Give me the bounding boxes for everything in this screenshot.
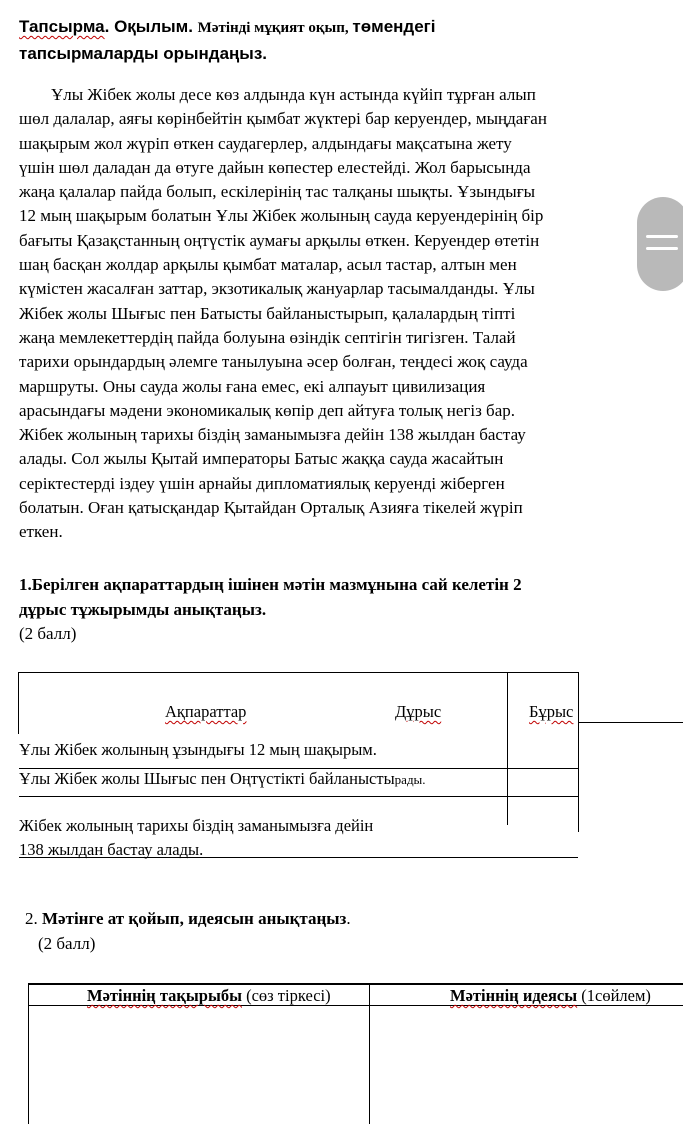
passage-line: еткен. (19, 522, 63, 542)
reading-passage (19, 83, 619, 545)
passage-line: Ұлы Жібек жолы десе көз алдында күн астында күйіп тұрған алып (51, 85, 536, 104)
passage-line: шөл далалар, аяғы көрінбейтін қымбат жүктері бар керуендер, мыңдаған (19, 109, 547, 129)
statement-3-line-1: Жібек жолының тарихы біздің заманымызға дейін (19, 816, 374, 835)
task-heading (19, 14, 579, 66)
question-2-number: 2. (25, 909, 42, 928)
instruction-big-1: төмендегі (352, 17, 436, 36)
passage-line: үшін шөл даладан да өтуге дайын көпестер елестейді. Жол барысында (19, 157, 531, 177)
statement-2: Ұлы Жібек жолы Шығыс пен Оңтүстікті байланыстырады. (19, 769, 426, 788)
table2-top-border (28, 983, 683, 985)
question-1-line-2: дұрыс тұжырымды анықтаңыз. (19, 599, 267, 619)
passage-line: болатын. Оған қатысқандар Қытайдан Орталық Азияға тікелей жүріп (19, 498, 523, 518)
question-1-line-1: 1.Берілген ақпараттардың ішінен мәтін мазмұнына сай келетін 2 (19, 575, 522, 594)
passage-line: алады. Сол жылы Қытай императоры Батыс жаққа сауда жасайтын (19, 449, 504, 469)
question-1-points: (2 балл) (19, 624, 77, 643)
header-info: Ақпараттар (165, 702, 247, 721)
passage-line: жаңа қалалар пайда болып, ескілерінің тас талқаны шықты. Ұзындығы (19, 182, 536, 202)
passage-line: маршруты. Оны сауда жолы ғана емес, екі алпауыт цивилизация (19, 376, 486, 396)
table2-mid-border (369, 983, 370, 1124)
question-1 (19, 573, 599, 647)
passage-line: серіктестерді іздеу үшін арнайы дипломатиялық керуенді жіберген (19, 473, 505, 493)
table2-left-border (28, 983, 29, 1124)
passage-line: Жібек жолы Шығыс пен Батысты байланыстырып, қалалардың тіпті (19, 303, 516, 323)
table2-header-title: Мәтіннің тақырыбы (сөз тіркесі) (87, 986, 331, 1005)
table1-mid-border (507, 672, 508, 825)
task-word: Тапсырма (19, 17, 105, 36)
header-true: Дұрыс (395, 702, 442, 721)
question-2: 2. Мәтінге ат қойып, идеясын анықтаңыз. (2 балл) (25, 909, 351, 953)
table1-header-ext-line (578, 722, 683, 723)
table1-top-border (19, 672, 579, 673)
table2-header-idea: Мәтіннің идеясы (1сөйлем) (450, 986, 651, 1005)
instruction-big-2: тапсырмаларды орындаңыз. (19, 44, 267, 63)
passage-line: тарихи орындардың әлемге танылуына әсер болған, теңдесі жоқ сауда (19, 352, 528, 372)
statement-3-line-2: 138 жылдан бастау алады. (19, 840, 204, 859)
table1-right-border (578, 672, 579, 832)
passage-line: Жібек жолының тарихы біздің заманымызға дейін 138 жылдан бастау (19, 425, 526, 445)
passage-line: арасындағы мәдени экономикалық көпір деп айтуға толық негіз бар. (19, 400, 516, 420)
question-2-points: (2 балл) (38, 934, 96, 953)
side-menu-button[interactable] (637, 197, 683, 291)
instruction-small: Мәтінді мұқият оқып, (197, 20, 353, 36)
table1-left-border (18, 672, 19, 734)
passage-line: шақырым жол жүріп өткен саудагерлер, алдындағы мақсатына жету (19, 133, 512, 153)
task-part: . Оқылым. (104, 17, 198, 36)
passage-line: 12 мың шақырым болатын Ұлы Жібек жолының сауда керуендерінің бір (19, 206, 544, 226)
table1-row-line-2 (19, 796, 579, 797)
passage-line: бағыты Қазақстанның оңтүстік аумағы арқылы өткен. Керуендер өтетін (19, 230, 540, 250)
passage-line: шаң басқан жолдар арқылы қымбат маталар, асыл тастар, алтын мен (19, 255, 517, 275)
question-2-text: Мәтінге ат қойып, идеясын анықтаңыз (42, 909, 347, 928)
header-false: Бұрыс (529, 702, 574, 721)
statement-1: Ұлы Жібек жолының ұзындығы 12 мың шақырым. (19, 740, 377, 759)
passage-line: күмістен жасалған заттар, экзотикалық жануарлар тасымалданды. Ұлы (19, 279, 535, 299)
passage-line: жаңа мемлекеттердің пайда болуына өзіндік септігін тигізген. Талай (19, 327, 516, 347)
